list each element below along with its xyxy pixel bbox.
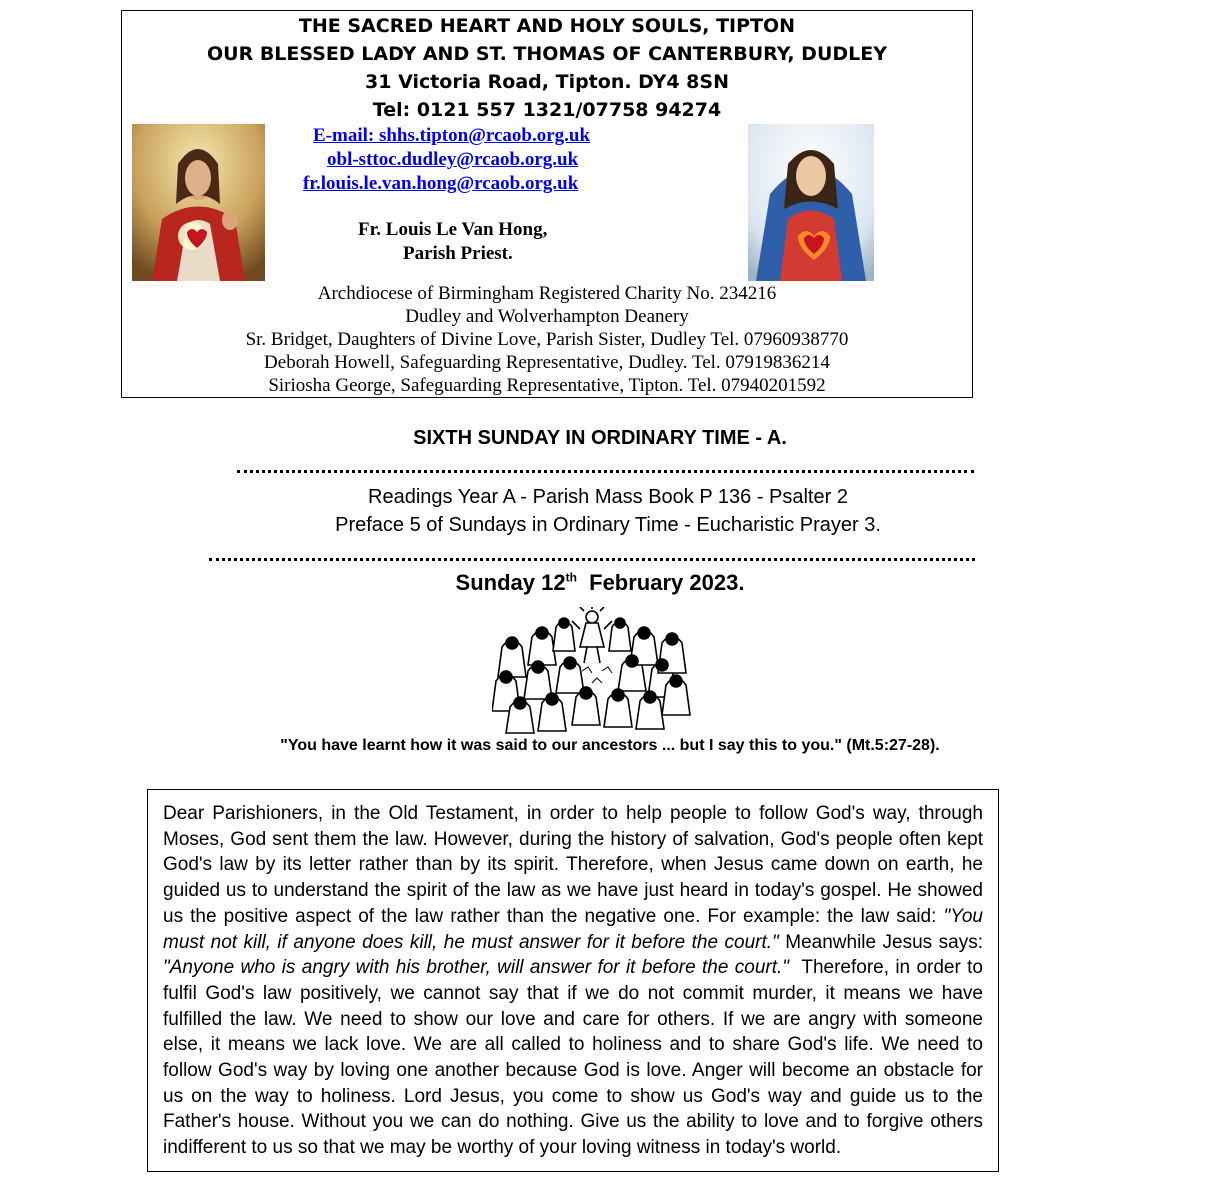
sermon-illustration — [492, 607, 692, 735]
priest-role: Parish Priest. — [403, 243, 513, 264]
letter-body — [163, 801, 989, 1161]
letter-quote-law: "You must not kill, if anyone does kill, he must answer for it before the court." — [163, 905, 983, 953]
deanery-info: Dudley and Wolverhampton Deanery — [405, 306, 689, 327]
letter-part: Therefore, in order to fulfil God's law positively, we cannot say that if we do not commit murder, it means we have fulfilled the law. We need to show our love and care for others. If we are angry with someone else, it means we lack love. We are all called to holiness and to share God's life. We need to follow God's way by loving one another because God is love. Anger will become an obstacle for us on the way to holiness. Lord Jesus, you come to show us God's way and guide us to the Father's house. Without you we can do nothing. Give us the ability to love and to forgive others indifferent to us so that we may be worthy of your loving witness in today's world. — [163, 957, 989, 1159]
dotted-divider — [209, 558, 975, 561]
letter-part: Meanwhile Jesus says: — [778, 931, 983, 953]
bulletin-date — [350, 570, 850, 596]
date-ordinal: th — [565, 570, 577, 585]
safeguarding-dudley-info: Deborah Howell, Safeguarding Representative, Dudley. Tel. 07919836214 — [264, 352, 830, 373]
sacred-heart-jesus-image — [132, 124, 265, 281]
parish-telephone: Tel: 0121 557 1321/07758 94274 — [372, 99, 722, 121]
letter-quote-jesus: "Anyone who is angry with his brother, will answer for it before the court." — [163, 957, 790, 979]
dotted-divider — [237, 470, 974, 473]
parish-sister-info: Sr. Bridget, Daughters of Divine Love, Parish Sister, Dudley Tel. 07960938770 — [245, 329, 849, 350]
liturgical-title: SIXTH SUNDAY IN ORDINARY TIME - A. — [413, 427, 787, 449]
gospel-quote: "You have learnt how it was said to our ancestors ... but I say this to you." (Mt.5:27-28). — [280, 737, 940, 754]
email-priest-link[interactable]: fr.louis.le.van.hong@rcaob.org.uk — [303, 173, 579, 194]
readings-line: Readings Year A - Parish Mass Book P 136 - Psalter 2 — [368, 486, 848, 508]
email-dudley-link[interactable]: obl-sttoc.dudley@rcaob.org.uk — [327, 149, 579, 170]
parish-address: 31 Victoria Road, Tipton. DY4 8SN — [365, 71, 729, 93]
parish-name-tipton: THE SACRED HEART AND HOLY SOULS, TIPTON — [298, 15, 796, 37]
parish-header — [121, 10, 973, 398]
parish-name-dudley: OUR BLESSED LADY AND ST. THOMAS OF CANTERBURY, DUDLEY — [207, 43, 887, 65]
safeguarding-tipton-info: Siriosha George, Safeguarding Representative, Tipton. Tel. 07940201592 — [268, 375, 826, 396]
immaculate-heart-mary-image — [748, 124, 874, 281]
preface-line: Preface 5 of Sundays in Ordinary Time - Eucharistic Prayer 3. — [335, 514, 881, 536]
date-month-year: February 2023. — [576, 570, 745, 595]
priest-name: Fr. Louis Le Van Hong, — [358, 219, 548, 240]
date-day: Sunday 12 — [455, 570, 566, 595]
letter-part: Dear Parishioners, in the Old Testament, in order to help people to follow God's way, through Moses, God sent them the law. However, during the history of salvation, God's people often kept God's law by its letter rather than by its spirit. Therefore, when Jesus came down on earth, he guided us to understand the spirit of the law as we have just heard in today's gospel. He showed us the positive aspect of the law rather than the negative one. For example: the law said: — [163, 803, 983, 927]
pastoral-letter — [147, 789, 999, 1172]
email-tipton-link[interactable]: E-mail: shhs.tipton@rcaob.org.uk — [313, 125, 591, 146]
charity-info: Archdiocese of Birmingham Registered Charity No. 234216 — [317, 283, 777, 304]
